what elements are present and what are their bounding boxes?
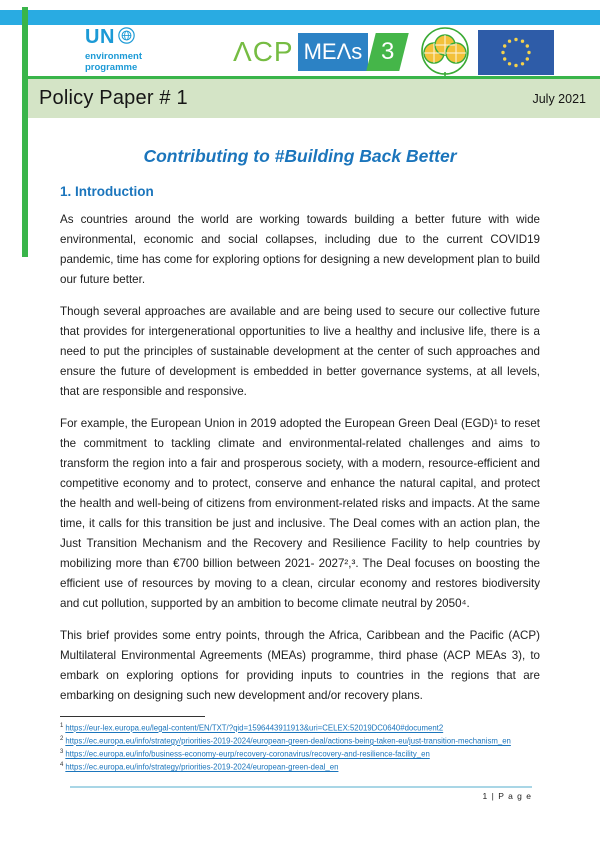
paragraph-2: Though several approaches are available and are being used to secure our collective future that provides for intergenerational opportunities to live a healthy and inclusive life, there is a need to put the principles of sustainable development at the center of such approaches and ensure the future of development is embedded in better governance systems, at all levels, that are responsible and responsive.: [60, 305, 540, 398]
acp-meas-acp-text: ΛCP: [233, 36, 294, 67]
footnote-3-link[interactable]: https://ec.europa.eu/info/business-economy-eurp/recovery-coronavirus/recovery-and-resilience-facility_en: [65, 749, 430, 759]
acp-meas-phase: 3: [381, 38, 395, 65]
document-title: Contributing to #Building Back Better: [143, 146, 457, 166]
footnotes-block: [60, 716, 540, 773]
footnote-2: [60, 734, 540, 747]
unep-emblem-icon: [118, 27, 135, 49]
footer-rule: [70, 786, 532, 788]
footnote-separator: [60, 716, 205, 717]
acp-meas-logo: [233, 33, 405, 71]
band-title: Policy Paper # 1: [39, 87, 188, 109]
footnote-4-marker: 4: [60, 762, 64, 769]
footnote-3: [60, 747, 540, 760]
band-date: July 2021: [532, 91, 586, 106]
footnote-2-link[interactable]: https://ec.europa.eu/info/strategy/priorities-2019-2024/european-green-deal/actions-being-taken-eu/just-transition-mechanism_en: [65, 736, 511, 746]
paragraph-4: This brief provides some entry points, through the Africa, Caribbean and the Pacific (ACP) Multilateral Environmental Agreements (MEAs) programme, third phase (ACP MEAs 3), to embark on exploring options for providing inputs to countries in the regions that are embarking on designing such new development and/or recovery plans.: [60, 629, 540, 702]
unep-logo: [85, 27, 142, 74]
footnote-4-link[interactable]: https://ec.europa.eu/info/strategy/priorities-2019-2024/european-green-deal_en: [65, 762, 339, 772]
title-band: [28, 79, 600, 118]
footnote-1-link[interactable]: https://eur-lex.europa.eu/legal-content/EN/TXT/?qid=1596443911913&uri=CELEX:52019DC0640#document2: [65, 723, 444, 733]
page-number: 1 | P a g e: [482, 791, 532, 801]
left-green-bar: [22, 7, 28, 257]
footnote-1: [60, 721, 540, 734]
section-heading-introduction: 1. Introduction: [60, 184, 154, 199]
paragraph-3: For example, the European Union in 2019 adopted the European Green Deal (EGD)¹ to reset the commitment to tackling climate and environmental-related challenges and aims to transform the region into a fair and prosperous society, with a modern, resource-efficient and competitive economy and to protect, conserve and enhance the natural capital, and protect the health and well-being of citizens from environment-related risks and impacts. At the same time, it calls for this transition be just and inclusive. The Deal comes with an action plan, the Just Transition Mechanism and the Recovery and Resilience Facility to help countries by mobilizing more than €700 billion between 2021- 2027²,³. The Deal focuses on boosting the efficient use of resources by moving to a clean, circular economy and restores biodiversity and cut pollution, supported by an ambition to become climate neutral by 2050⁴.: [60, 417, 540, 610]
document-body: [60, 146, 540, 718]
eu-flag-icon: [478, 30, 554, 80]
footnote-4: [60, 760, 540, 773]
unep-line2: programme: [85, 62, 138, 74]
unep-abbr: UN: [85, 26, 115, 48]
acp-states-logo-icon: [419, 26, 471, 83]
unep-line1: environment: [85, 51, 143, 62]
footnote-2-marker: 2: [60, 736, 64, 743]
paragraph-1: As countries around the world are working towards building a better future with wide environmental, economic and social collapses, including due to the current COVID19 pandemic, time has come for exploring options for designing a new development plan to build our future better.: [60, 213, 540, 286]
acp-meas-phase-box: [367, 33, 410, 71]
footnote-3-marker: 3: [60, 749, 64, 756]
acp-meas-meas-box: MEΛs: [298, 33, 369, 71]
top-cyan-bar: [0, 10, 600, 25]
footnote-1-marker: 1: [60, 723, 64, 729]
